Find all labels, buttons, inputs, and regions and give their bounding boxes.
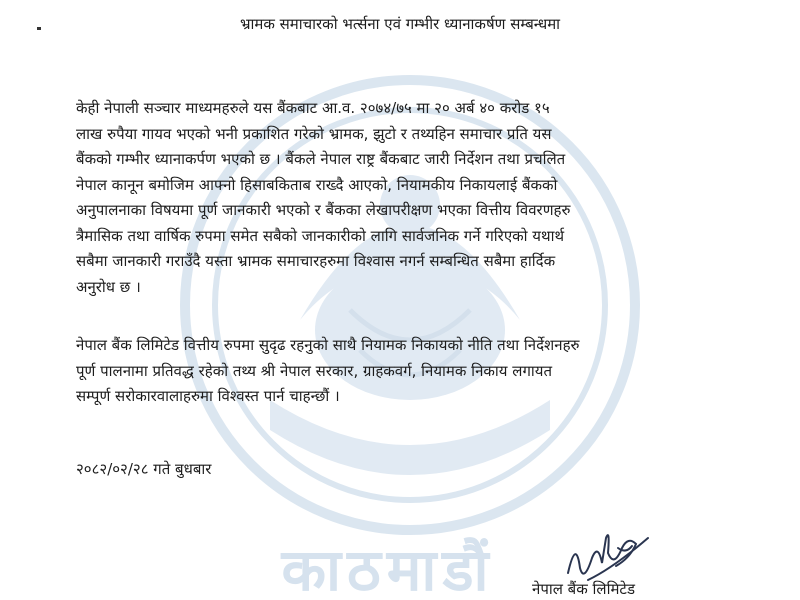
subject-heading: भ्रामक समाचारको भर्त्सना एवं गम्भीर ध्यानाकर्षण सम्बन्धमा [239,15,561,33]
paragraph-line: नेपाल बैंक लिमिटेड वित्तीय रुपमा सुदृढ रहनुको साथै नियामक निकायको नीति तथा निर्देशनहरु [76,336,580,354]
paragraph-line: सबैमा जानकारी गराउँदै यस्ता भ्रामक समाचारहरुमा विश्वास नगर्न सम्बन्धित सबैमा हार्दिक [76,252,556,270]
paragraph-line: केही नेपाली सञ्चार माध्यमहरुले यस बैंकबाट आ.व. २०७४/७५ मा २० अर्ब ४० करोड १५ [76,99,550,117]
paragraph-line: पूर्ण पालनामा प्रतिवद्ध रहेको तथ्य श्री नेपाल सरकार, ग्राहकवर्ग, नियामक निकाय लगायत [76,361,553,380]
paragraph-line: बैंकको गम्भीर ध्यानाकर्पण भएको छ । बैंकले नेपाल राष्ट्र बैंकबाट जारी निर्देशन तथा प्रचलित [76,150,566,168]
company-name: नेपाल बैंक लिमिटेड [532,580,636,598]
signature [558,518,658,588]
paragraph-line: अनुपालनाका विषयमा पूर्ण जानकारी भएको र बैंकका लेखापरीक्षण भएका वित्तीय विवरणहरु [76,201,571,219]
paragraph-line: सम्पूर्ण सरोकारवालाहरुमा विश्वस्त पार्न चाहन्छौं । [76,387,340,405]
paragraph-line: अनुरोध छ । [76,277,141,296]
paragraph-line: लाख रुपैया गायव भएको भनी प्रकाशित गरेको भ्रामक, झुटो र तथ्यहिन समाचार प्रति यस [76,124,552,143]
paragraph-1 [76,96,728,300]
paragraph-line: नेपाल कानून बमोजिम आफ्नो हिसाबकिताब राख्दै आएको, नियामकीय निकायलाई बैंकको [76,175,558,194]
paragraph-line: त्रैमासिक तथा वार्षिक रुपमा समेत सबैको जानकारीको लागि सार्वजनिक गर्ने गरिएको यथार्थ [76,226,565,245]
watermark-city-text: काठमाडौं [281,536,495,600]
issue-date: २०८२/०२/२८ गते बुधबार [76,460,212,478]
paragraph-2 [76,333,728,410]
